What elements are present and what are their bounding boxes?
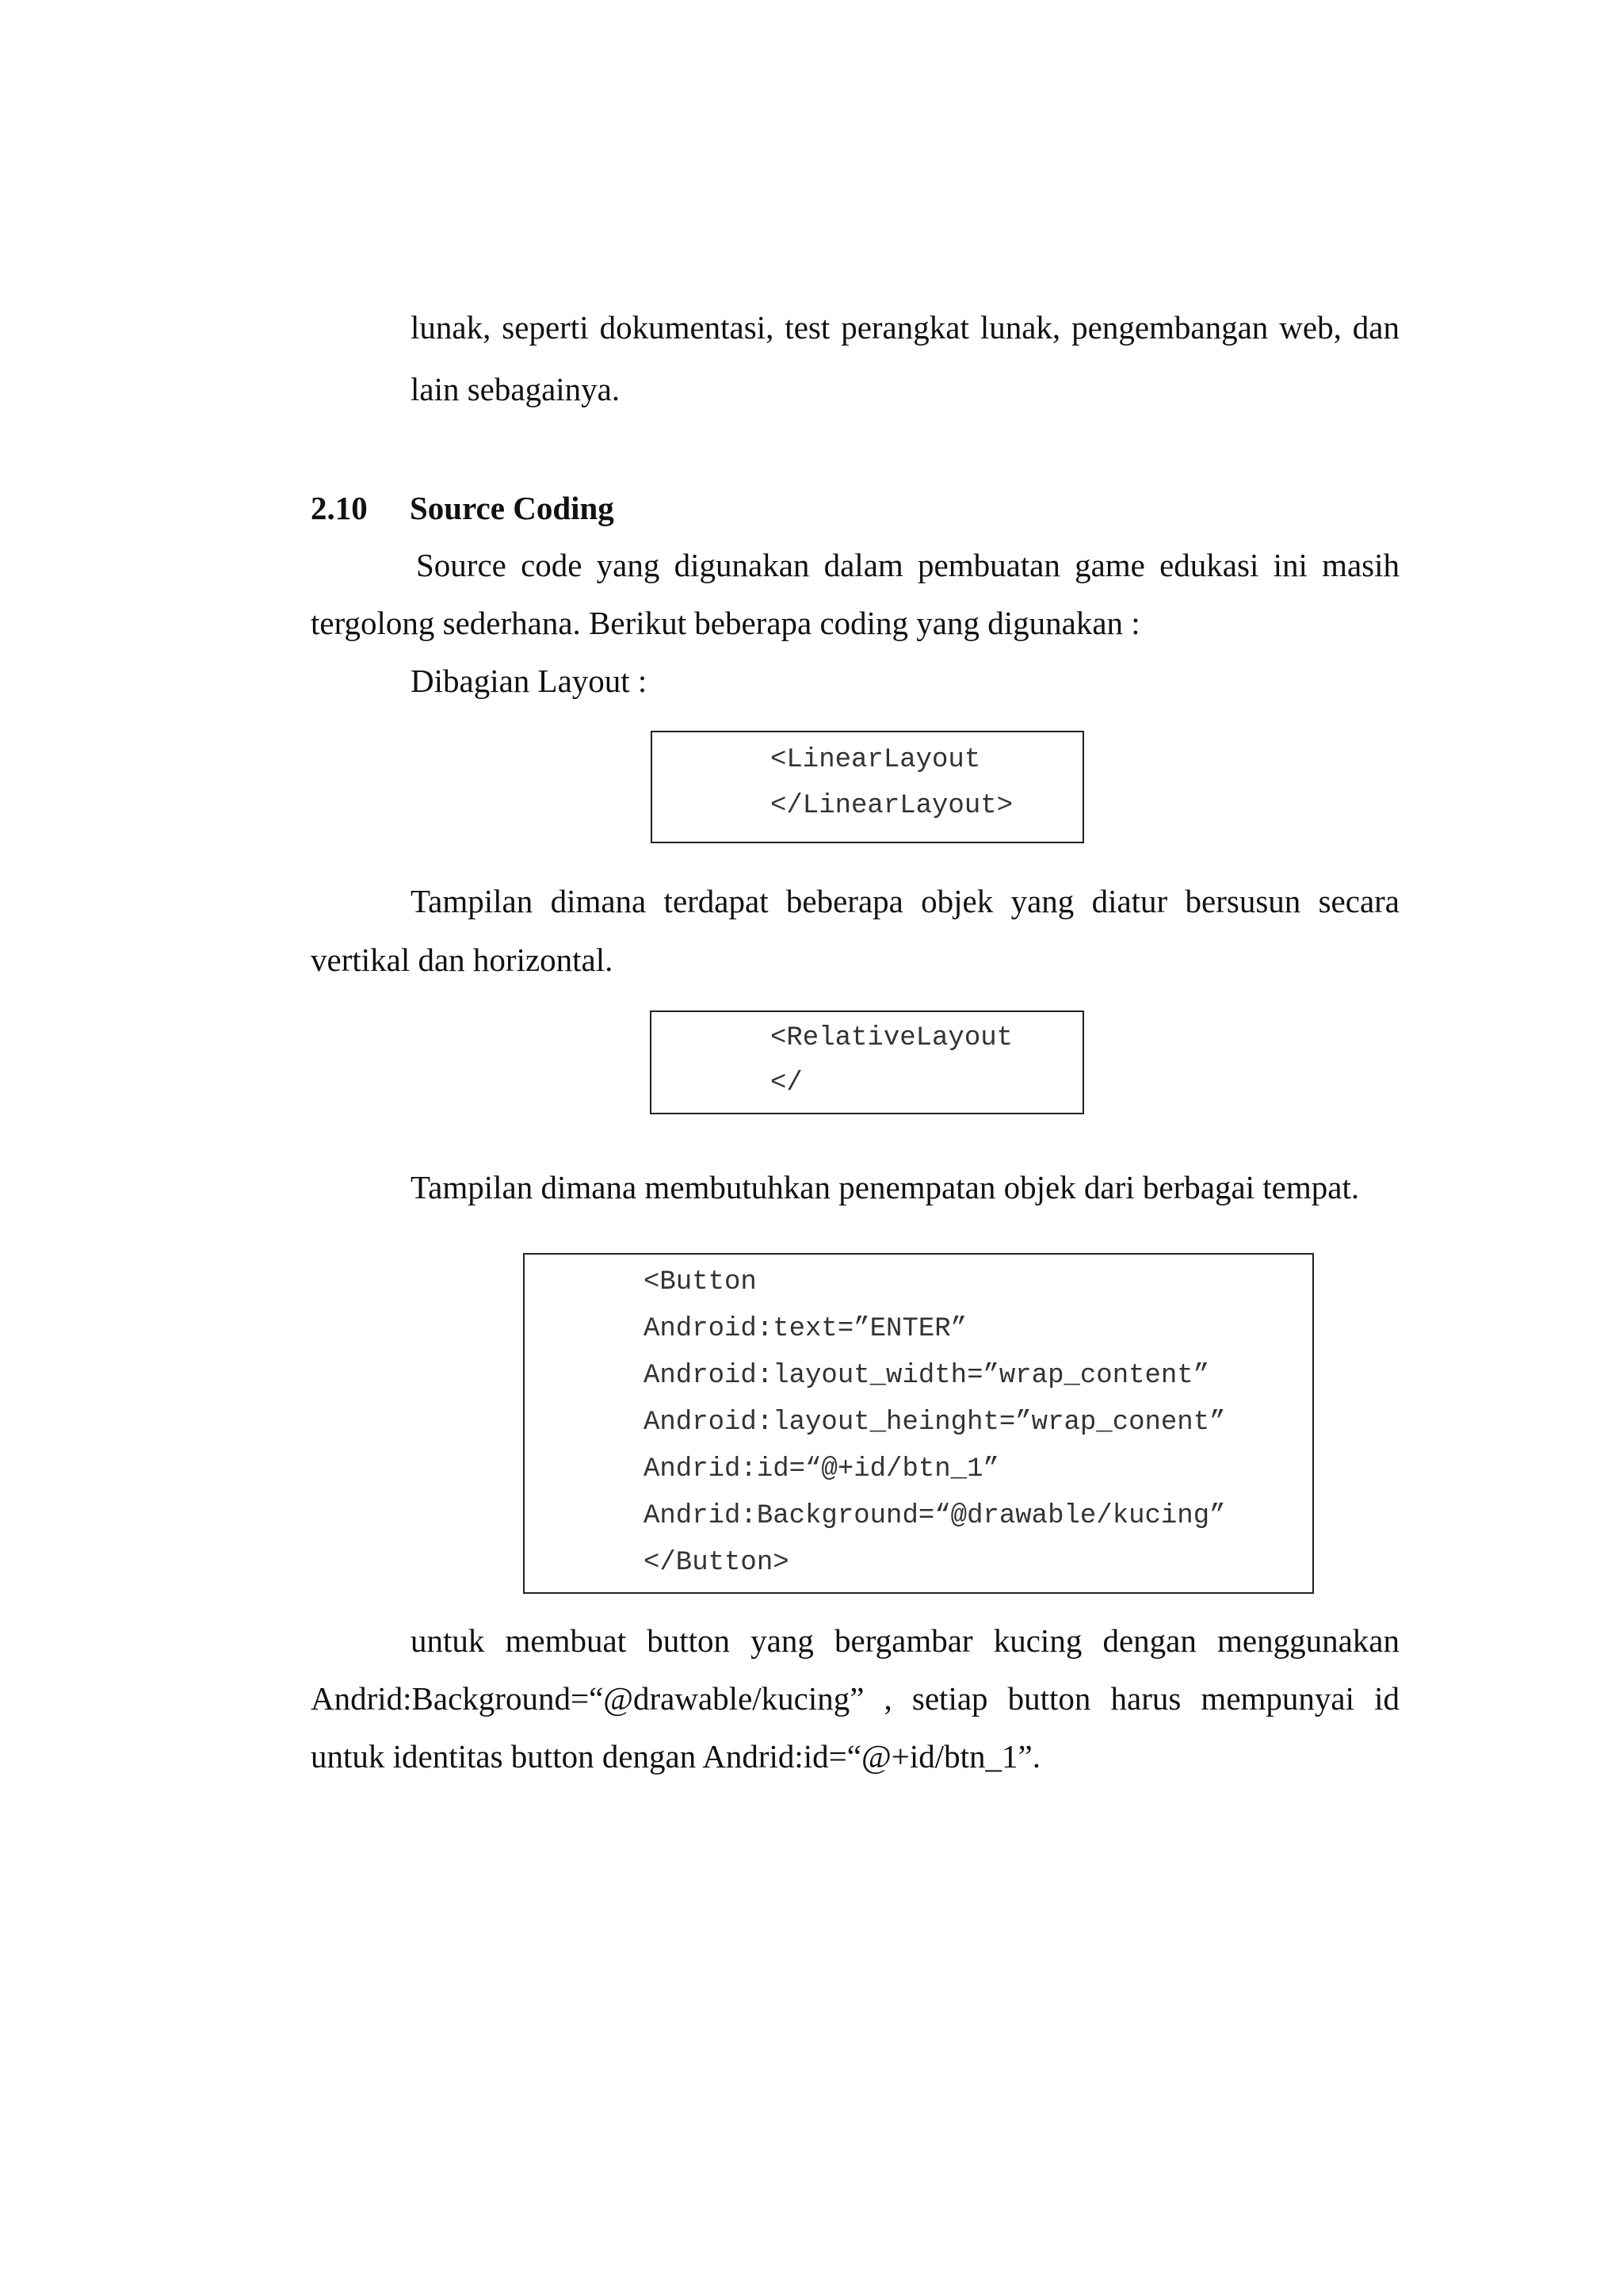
code-line: </Button> xyxy=(643,1548,789,1578)
intro-line-2: lain sebagainya. xyxy=(411,371,621,407)
p4-line-1-text: untuk membuat button yang bergambar kucing dengan menggunakan xyxy=(411,1622,1400,1659)
code-line: <RelativeLayout xyxy=(770,1023,1014,1053)
p2-line-1 xyxy=(411,873,1400,930)
p2-line-2 xyxy=(311,931,613,989)
code-line: Andrid:id=“@+id/btn_1” xyxy=(643,1454,999,1484)
p2-line-2-text: vertikal dan horizontal. xyxy=(311,942,613,978)
code-line: <Button xyxy=(643,1267,757,1297)
p4-line-3 xyxy=(311,1728,1041,1786)
p4-line-2 xyxy=(311,1670,1400,1728)
code-block-relative-layout xyxy=(650,1010,1084,1114)
code-line: <LinearLayout xyxy=(770,745,981,775)
code-line: Andrid:Background=“@drawable/kucing” xyxy=(643,1501,1226,1531)
intro-paragraph xyxy=(411,299,1400,357)
code-line: Android:layout_heinght=”wrap_conent” xyxy=(643,1408,1226,1438)
p2-line-1-text: Tampilan dimana terdapat beberapa objek yang diatur bersusun secara xyxy=(411,883,1400,919)
p1-line-2 xyxy=(311,594,1140,652)
section-heading xyxy=(311,479,614,537)
code-line: </ xyxy=(770,1068,803,1098)
p3-line-1 xyxy=(411,1159,1359,1217)
intro-line-2-text xyxy=(411,361,620,418)
p1-line-3 xyxy=(411,652,647,710)
p4-line-1 xyxy=(411,1612,1400,1670)
p4-line-3-text: untuk identitas button dengan Andrid:id=“@+id/btn_1”. xyxy=(311,1738,1041,1775)
section-number: 2.10 xyxy=(311,490,368,526)
section-title: Source Coding xyxy=(410,490,614,526)
p1-line-1-text: Source code yang digunakan dalam pembuatan game edukasi ini masih xyxy=(416,547,1400,583)
code-line: </LinearLayout> xyxy=(770,791,1014,821)
code-line: Android:text=”ENTER” xyxy=(643,1314,968,1344)
code-line: Android:layout_width=”wrap_content” xyxy=(643,1361,1210,1391)
p1-line-3-text: Dibagian Layout : xyxy=(411,663,647,699)
p1-line-2-text: tergolong sederhana. Berikut beberapa coding yang digunakan : xyxy=(311,605,1140,641)
code-block-button xyxy=(523,1253,1314,1594)
code-block-linear-layout xyxy=(651,731,1084,843)
p3-line-1-text: Tampilan dimana membutuhkan penempatan objek dari berbagai tempat. xyxy=(411,1169,1360,1205)
p1-line-1 xyxy=(416,537,1400,594)
p4-line-2-text: Andrid:Background=“@drawable/kucing” , setiap button harus mempunyai id xyxy=(311,1680,1400,1717)
intro-line-1: lunak, seperti dokumentasi, test perangkat lunak, pengembangan web, dan xyxy=(411,309,1400,346)
